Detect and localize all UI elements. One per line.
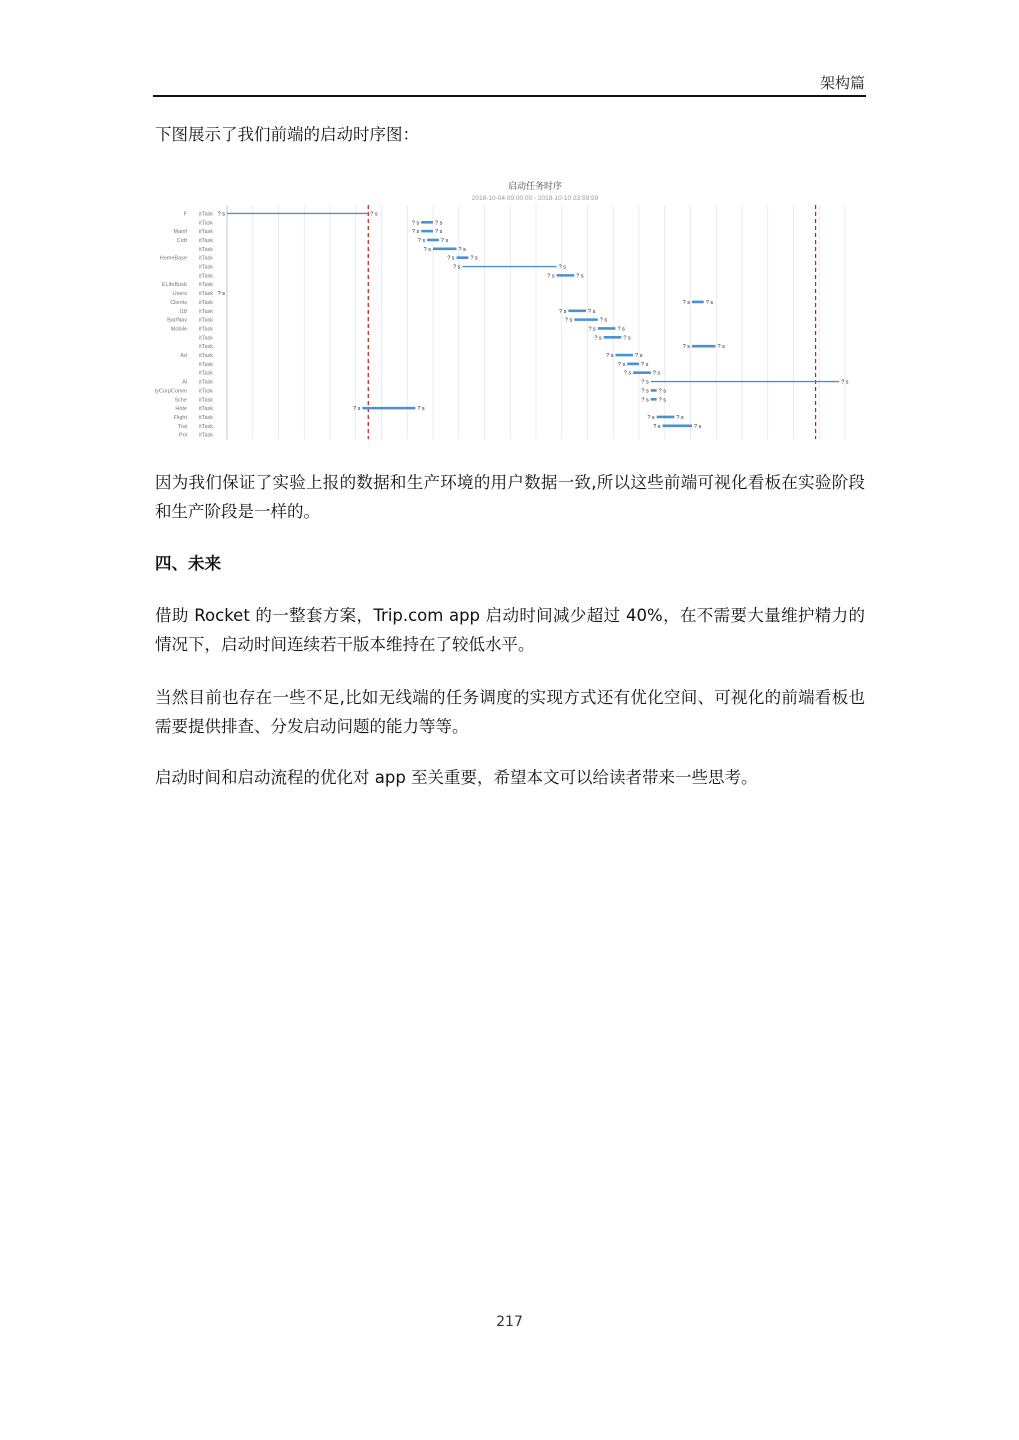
- task-end-label: ? s: [623, 335, 631, 342]
- task-start-label: ? s: [588, 326, 596, 333]
- row-task-label: itTask: [199, 273, 214, 280]
- task-start-label: ? s: [641, 397, 649, 404]
- header-section-title: 架构篇: [819, 74, 865, 92]
- row-task-label: itTask: [199, 220, 214, 227]
- task-start-label: ? s: [594, 335, 602, 342]
- row-label: Trai: [177, 423, 187, 430]
- paragraph-consistency: 因为我们保证了实验上报的数据和生产环境的用户数据一致,所以这些前端可视化看板在实验阶段和生产阶段是一样的。: [155, 473, 865, 521]
- task-start-label: ? s: [617, 361, 626, 368]
- task-start-label: ? s: [547, 273, 555, 280]
- task-end-label: ? s: [417, 406, 425, 413]
- task-end-label: ? s: [693, 423, 702, 430]
- task-start-label: ? s: [411, 220, 420, 227]
- row-task-label: itTask: [199, 237, 214, 244]
- row-label: HomeBase: [159, 255, 187, 262]
- task-start-label: ? s: [682, 344, 690, 351]
- row-label: Hote: [175, 406, 187, 413]
- row-task-label: itTask: [199, 291, 214, 298]
- row-task-label: itTask: [199, 379, 214, 386]
- paragraph-rocket-results: 借助 Rocket 的一整套方案，Trip.com app 启动时间减少超过 40%，在不需要大量维护精力的情况下，启动时间连续若干版本维持在了较低水平。: [155, 606, 865, 654]
- task-end-label: ? s: [658, 397, 667, 404]
- section-heading-future: 四、未来: [155, 554, 221, 573]
- task-end-label: ? s: [458, 246, 466, 253]
- paragraph-shortcomings: 当然目前也存在一些不足,比如无线端的任务调度的实现方式还有优化空间、可视化的前端看板也需要提供排查、分发启动问题的能力等等。: [155, 688, 865, 736]
- chart-title: 启动任务时序: [507, 181, 563, 191]
- task-start-label: ? s: [606, 353, 614, 360]
- row-label: Bar/Nav: [167, 317, 187, 324]
- row-task-label: itTask: [199, 388, 214, 395]
- task-end-label: ? s: [635, 353, 643, 360]
- task-end-label: ? s: [717, 344, 725, 351]
- task-end-label: ? s: [676, 414, 684, 421]
- row-label: Al: [182, 379, 187, 386]
- row-task-label: itTask: [199, 326, 214, 333]
- row-task-label: itTask: [199, 423, 214, 430]
- task-end-label: ? s: [841, 379, 849, 386]
- task-start-label: ? s: [641, 379, 649, 386]
- row-task-label: itTask: [199, 299, 214, 306]
- task-start-label: ? s: [641, 388, 649, 395]
- chart-subtitle: 2018-10-04 09:00:00 - 2018-10-10 23:59:59: [471, 195, 599, 202]
- task-end-label: ? s: [440, 237, 449, 244]
- row-label: Pol: [179, 432, 187, 439]
- task-end-label: ? s: [576, 273, 584, 280]
- task-end-label: ? s: [370, 211, 378, 218]
- task-start-label: ? s: [417, 237, 426, 244]
- task-start-label: ? s: [653, 423, 661, 430]
- task-end-label: ? s: [641, 361, 649, 368]
- task-start-label: ? s: [217, 211, 225, 218]
- task-start-label: ? s: [559, 308, 567, 315]
- task-start-label: ? s: [411, 229, 420, 236]
- row-task-label: itTask: [199, 308, 214, 315]
- task-start-label: ? s: [353, 406, 361, 413]
- header-rule: [153, 95, 866, 97]
- row-label: Crdt: [176, 237, 187, 244]
- row-task-label: itTask: [199, 246, 214, 253]
- task-end-label: ? s: [652, 370, 661, 377]
- row-task-label: itTask: [199, 229, 214, 236]
- task-start-label: ? s: [647, 414, 655, 421]
- page-number: 217: [496, 1314, 523, 1330]
- row-task-label: itTask: [199, 211, 214, 218]
- intro-paragraph: 下图展示了我们前端的启动时序图：: [155, 125, 419, 144]
- task-end-label: ? s: [435, 220, 443, 227]
- task-start-label: ? s: [453, 264, 461, 271]
- row-task-label: itTask: [199, 432, 214, 439]
- task-end-label: ? s: [558, 264, 566, 271]
- row-task-label: itTask: [199, 353, 214, 360]
- row-task-label: itTask: [199, 344, 214, 351]
- row-label: Manif: [173, 229, 187, 236]
- task-end-label: ? s: [470, 255, 478, 262]
- task-end-label: ? s: [658, 388, 667, 395]
- row-label: Mobile: [170, 326, 187, 333]
- startup-timeline-chart: [155, 175, 860, 445]
- task-end-label: ? s: [588, 308, 596, 315]
- row-label: Clients: [170, 299, 187, 306]
- row-task-label: itTask: [199, 335, 214, 342]
- row-task-label: itTask: [199, 397, 214, 404]
- task-end-label: ? s: [599, 317, 608, 324]
- startup-timeline-figure: [155, 175, 860, 445]
- task-start-label: ? s: [682, 299, 690, 306]
- row-label: I18: [179, 308, 187, 315]
- row-task-label: itTask: [199, 317, 214, 324]
- row-task-label: itTask: [199, 370, 214, 377]
- task-end-label: ? s: [435, 229, 443, 236]
- task-end-label: ? s: [705, 299, 714, 306]
- task-start-label: ? s: [564, 317, 573, 324]
- paragraph-conclusion: 启动时间和启动流程的优化对 app 至关重要，希望本文可以给读者带来一些思考。: [155, 768, 758, 787]
- row-label: Ad: [180, 353, 187, 360]
- row-task-label: itTask: [199, 282, 214, 289]
- row-task-label: itTask: [199, 264, 214, 271]
- task-end-label: ? s: [617, 326, 625, 333]
- row-label: tyCorpComm: [155, 388, 187, 395]
- row-label: ELifeBusb: [161, 282, 187, 289]
- row-task-label: itTask: [199, 361, 214, 368]
- row-label: F: [183, 211, 187, 218]
- task-start-label: ? s: [623, 370, 632, 377]
- row-label: Flight: [173, 414, 187, 421]
- row-label: Users: [172, 291, 187, 298]
- row-label: Sche: [174, 397, 187, 404]
- row-task-label: itTask: [199, 406, 214, 413]
- task-start-label: ? s: [217, 291, 225, 298]
- row-task-label: itTask: [199, 255, 214, 262]
- row-task-label: itTask: [199, 414, 214, 421]
- task-start-label: ? s: [423, 246, 431, 253]
- task-start-label: ? s: [447, 255, 455, 262]
